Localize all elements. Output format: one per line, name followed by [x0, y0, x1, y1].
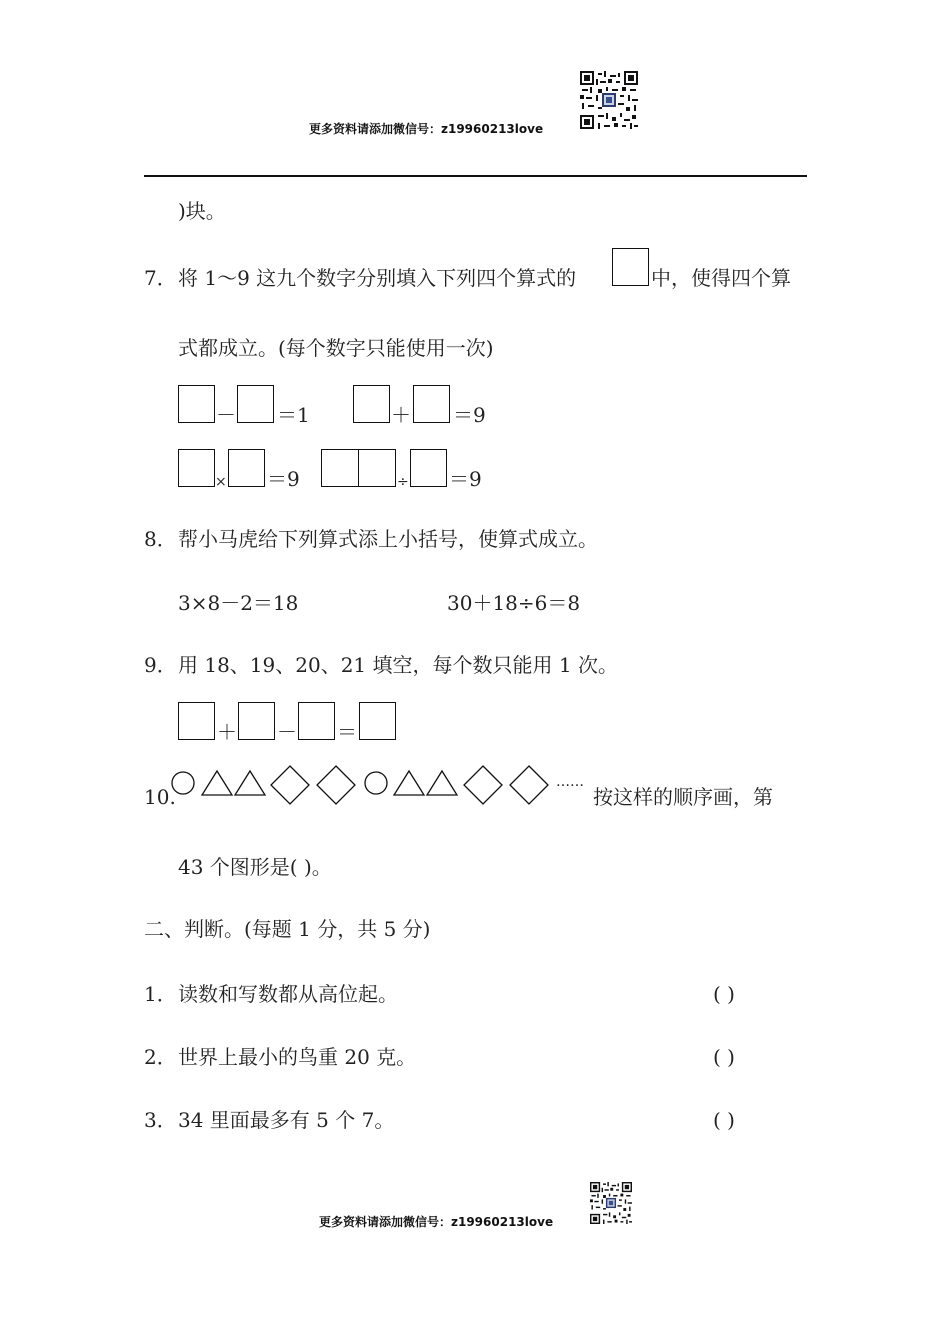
- q10-ellipsis: ……: [556, 774, 584, 790]
- q6-tail: )块。: [178, 199, 226, 223]
- judge-1-answer[interactable]: ( ): [713, 982, 735, 1006]
- judge-1-number: 1．: [144, 982, 177, 1006]
- footer-text: 更多资料请添加微信号：z19960213love: [319, 1215, 554, 1229]
- q9-box-4[interactable]: [359, 702, 396, 740]
- judge-3-number: 3．: [144, 1108, 177, 1132]
- q7-number: 7．: [144, 266, 177, 290]
- q10-text-a: 按这样的顺序画，第: [593, 785, 773, 809]
- diamond-shape-9: [463, 765, 503, 805]
- q9-operator-plus: ＋: [217, 720, 237, 744]
- q7-eq3-result: ＝9: [267, 467, 300, 491]
- q7-eq2-box-1[interactable]: [353, 385, 390, 423]
- judge-2-number: 2．: [144, 1045, 177, 1069]
- q7-eq2-result: ＝9: [453, 403, 486, 427]
- q7-eq3-operator: ×: [215, 474, 227, 490]
- q8-number: 8．: [144, 527, 177, 551]
- q7-eq1-operator: －: [216, 403, 236, 427]
- q9-operator-equals: ＝: [337, 720, 357, 744]
- q7-eq4-operator: ÷: [397, 474, 409, 490]
- circle-shape-1: [170, 765, 196, 805]
- q7-eq3-box-2[interactable]: [228, 449, 265, 487]
- triangle-shape-7: [393, 765, 425, 805]
- header-rule: [144, 175, 807, 177]
- q8-expression-2: 30＋18÷6＝8: [447, 591, 581, 615]
- qr-code-icon: [580, 71, 638, 129]
- section2-title: 二、判断。(每题 1 分，共 5 分): [144, 917, 431, 941]
- q7-eq4-result: ＝9: [449, 467, 482, 491]
- judge-2-text: 世界上最小的鸟重 20 克。: [178, 1045, 417, 1069]
- q7-eq4-box-3[interactable]: [410, 449, 447, 487]
- q7-text-b: 中，使得四个算: [651, 266, 791, 290]
- q7-eq4-box-1[interactable]: [321, 449, 359, 487]
- q7-eq1-result: ＝1: [277, 403, 310, 427]
- q7-eq3-box-1[interactable]: [178, 449, 215, 487]
- q9-box-1[interactable]: [178, 702, 215, 740]
- judge-2-answer[interactable]: ( ): [713, 1045, 735, 1069]
- q7-text-c: 式都成立。(每个数字只能使用一次): [178, 336, 494, 360]
- q9-number: 9．: [144, 653, 177, 677]
- diamond-shape-4: [270, 765, 310, 805]
- header-text: 更多资料请添加微信号：z19960213love: [309, 122, 544, 136]
- q10-text-b: 43 个图形是( )。: [178, 855, 332, 879]
- q9-text: 用 18、19、20、21 填空，每个数只能用 1 次。: [178, 653, 618, 677]
- q7-eq2-operator: ＋: [391, 403, 411, 427]
- diamond-shape-10: [509, 765, 549, 805]
- q7-answer-box-sample[interactable]: [612, 248, 649, 286]
- q7-eq1-box-1[interactable]: [178, 385, 215, 423]
- q8-expression-1: 3×8－2＝18: [178, 591, 299, 615]
- q9-box-3[interactable]: [298, 702, 335, 740]
- circle-shape-6: [363, 765, 389, 805]
- q8-text: 帮小马虎给下列算式添上小括号，使算式成立。: [178, 527, 598, 551]
- q7-eq2-box-2[interactable]: [413, 385, 450, 423]
- judge-1-text: 读数和写数都从高位起。: [178, 982, 398, 1006]
- triangle-shape-3: [234, 765, 266, 805]
- q7-text-a: 将 1～9 这九个数字分别填入下列四个算式的: [178, 266, 577, 290]
- qr-code-icon: [590, 1182, 632, 1224]
- q9-box-2[interactable]: [238, 702, 275, 740]
- q7-eq4-box-2[interactable]: [358, 449, 396, 487]
- q10-number: 10.: [144, 785, 176, 809]
- diamond-shape-5: [316, 765, 356, 805]
- q7-eq1-box-2[interactable]: [237, 385, 274, 423]
- judge-3-answer[interactable]: ( ): [713, 1108, 735, 1132]
- triangle-shape-8: [426, 765, 458, 805]
- triangle-shape-2: [201, 765, 233, 805]
- judge-3-text: 34 里面最多有 5 个 7。: [178, 1108, 395, 1132]
- q9-operator-minus: －: [277, 720, 297, 744]
